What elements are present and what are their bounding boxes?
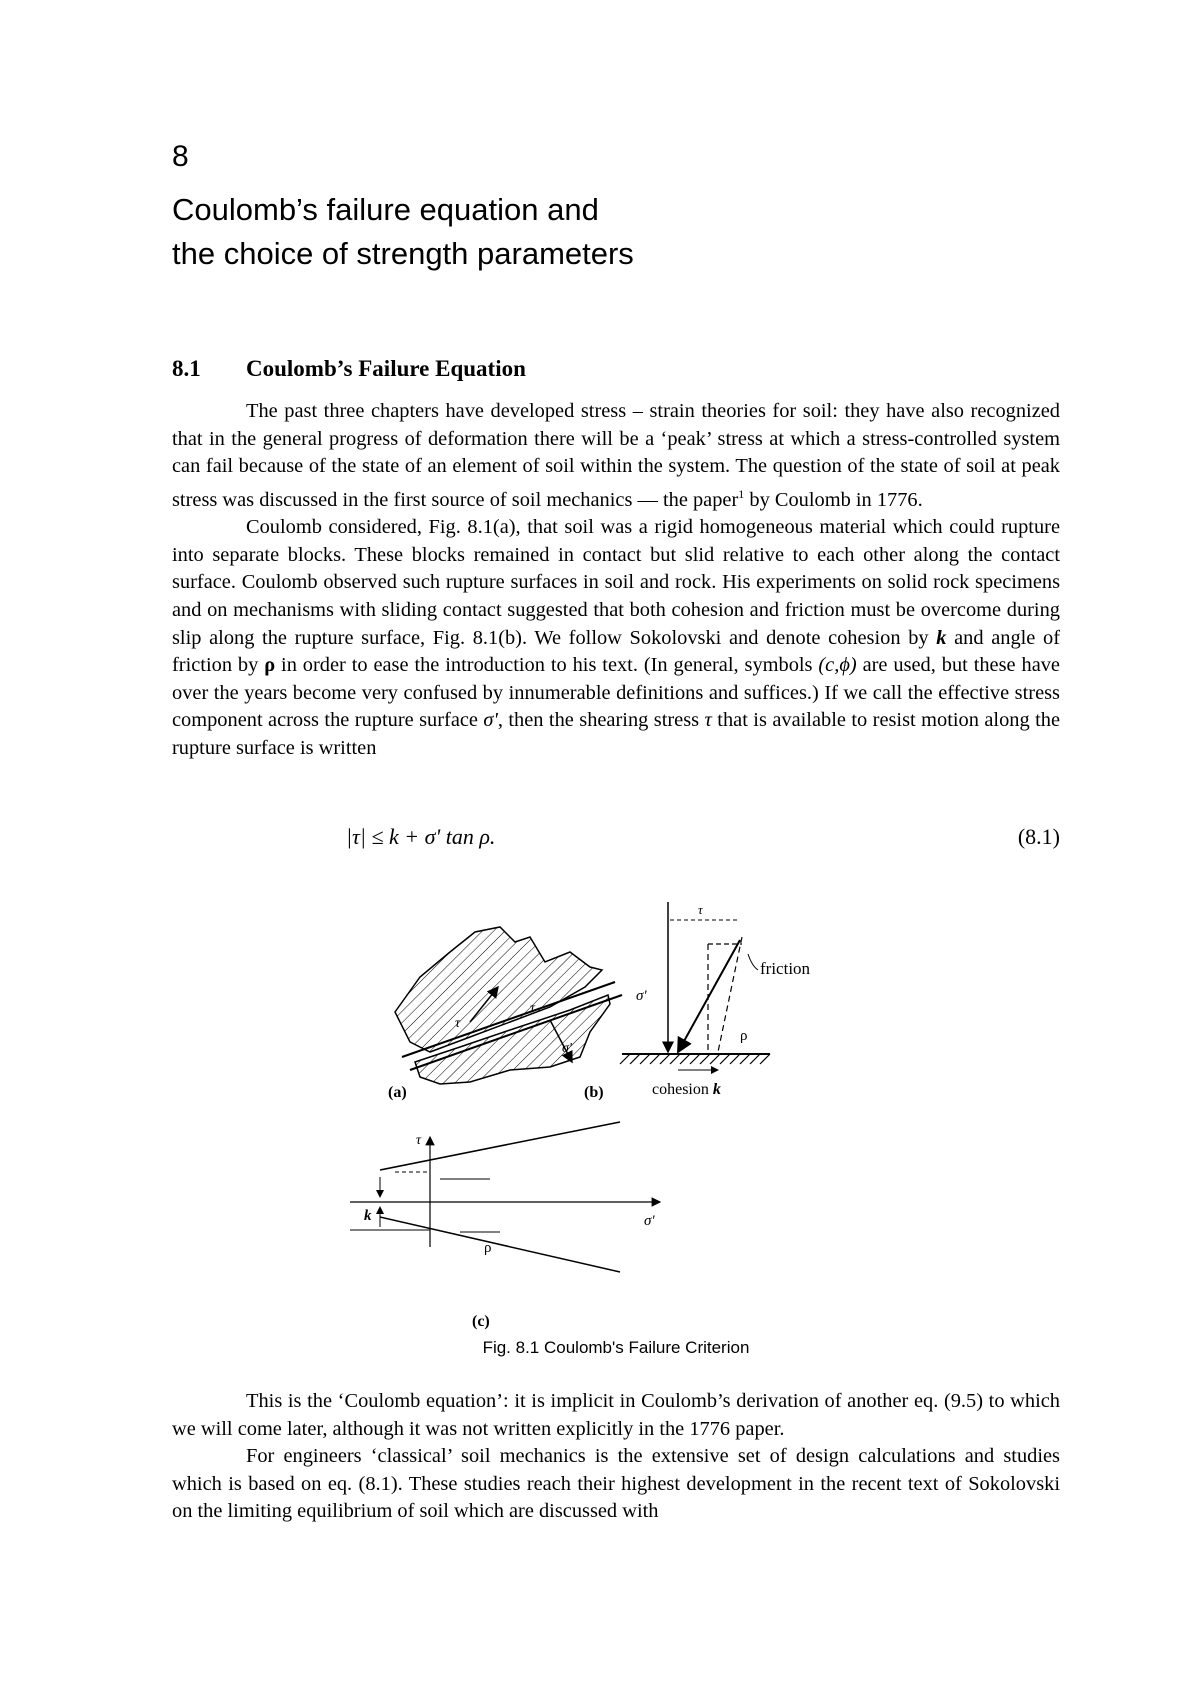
- figure-b-rho-label: ρ: [740, 1028, 748, 1044]
- figure-label-c: (c): [472, 1313, 490, 1330]
- figure-c-envelope: [350, 1122, 660, 1330]
- paragraph-4: For engineers ‘classical’ soil mechanics is the extensive set of design calculations and studies which is based on eq. (8.1). These studies reach their highest development in the recent text of Sokolovski on the limiting equilibrium of soil which are discussed with: [172, 1445, 1060, 1523]
- figure-label-a: (a): [388, 1084, 407, 1101]
- figure-c-tau-label: τ: [416, 1133, 422, 1148]
- figure-a-tau-label: τ: [455, 1016, 461, 1031]
- figure-a-soil-block: [388, 927, 622, 1101]
- section-heading: [172, 356, 526, 382]
- figure-b-force-diagram: [584, 902, 811, 1101]
- figure-b-sigma-label: σ': [636, 988, 647, 1004]
- figure-b-tau-label: τ: [698, 902, 703, 917]
- body-text-lower: [172, 1388, 1060, 1526]
- figure-c-sigma-label: σ': [644, 1213, 655, 1229]
- figure-b-cohesion-label: cohesion k: [652, 1081, 721, 1098]
- paragraph-3: This is the ‘Coulomb equation’: it is implicit in Coulomb’s derivation of another eq. (9.5) to which we will come later, although it was not written explicitly in the 1776 paper.: [172, 1390, 1060, 1440]
- equation-expression: |τ| ≤ k + σ' tan ρ.: [346, 824, 496, 849]
- figure-b-friction-label: friction: [760, 959, 811, 978]
- figure-8-1: [340, 892, 880, 1332]
- equation-8-1: [172, 824, 1060, 854]
- body-text-upper: [172, 398, 1060, 763]
- chapter-title-line2: the choice of strength parameters: [172, 236, 634, 271]
- paragraph-2: Coulomb considered, Fig. 8.1(a), that soil was a rigid homogeneous material which could rupture into separate blocks. These blocks remained in contact but slid relative to each other along the contact surface. Coulomb observed such rupture surfaces in soil and rock. His experiments on solid rock specimens and on mechanisms with sliding contact suggested that both cohesion and friction must be overcome during slip along the rupture surface, Fig. 8.1(b). We follow Sokolovski and denote cohesion by k and angle of friction by ρ in order to ease the introduction to his text. (In general, symbols (c,ϕ) are used, but these have over the years become very confused by innumerable definitions and suffices.) If we call the effective stress component across the rupture surface σ', then the shearing stress τ that is available to resist motion along the rupture surface is written: [172, 516, 1061, 759]
- equation-number: (8.1): [1017, 824, 1060, 849]
- chapter-title-line1: Coulomb’s failure equation and: [172, 192, 599, 227]
- paragraph-1: The past three chapters have developed stress – strain theories for soil: they have also recognized that in the general progress of deformation there will be a ‘peak’ stress at which a stress-controlled system can fail because of the state of an element of soil within the system. The question of the state of soil at peak stress was discussed in the first source of soil mechanics — the paper$^1$ by Coulomb in 1776.: [172, 400, 1060, 511]
- figure-label-b: (b): [584, 1084, 604, 1101]
- figure-a-sigma-label: σ': [562, 1041, 572, 1056]
- figure-caption: Fig. 8.1 Coulomb's Failure Criterion: [482, 1338, 750, 1357]
- section-title: Coulomb’s Failure Equation: [246, 356, 526, 381]
- chapter-number: 8: [172, 140, 189, 173]
- footnote-ref[interactable]: 1: [738, 486, 745, 501]
- figure-a-tau-label-2: τ: [530, 1001, 536, 1016]
- section-number: 8.1: [172, 356, 201, 381]
- figure-c-rho-label: ρ: [484, 1240, 492, 1256]
- figure-c-k-label: k: [364, 1208, 372, 1224]
- chapter-title: [172, 188, 634, 276]
